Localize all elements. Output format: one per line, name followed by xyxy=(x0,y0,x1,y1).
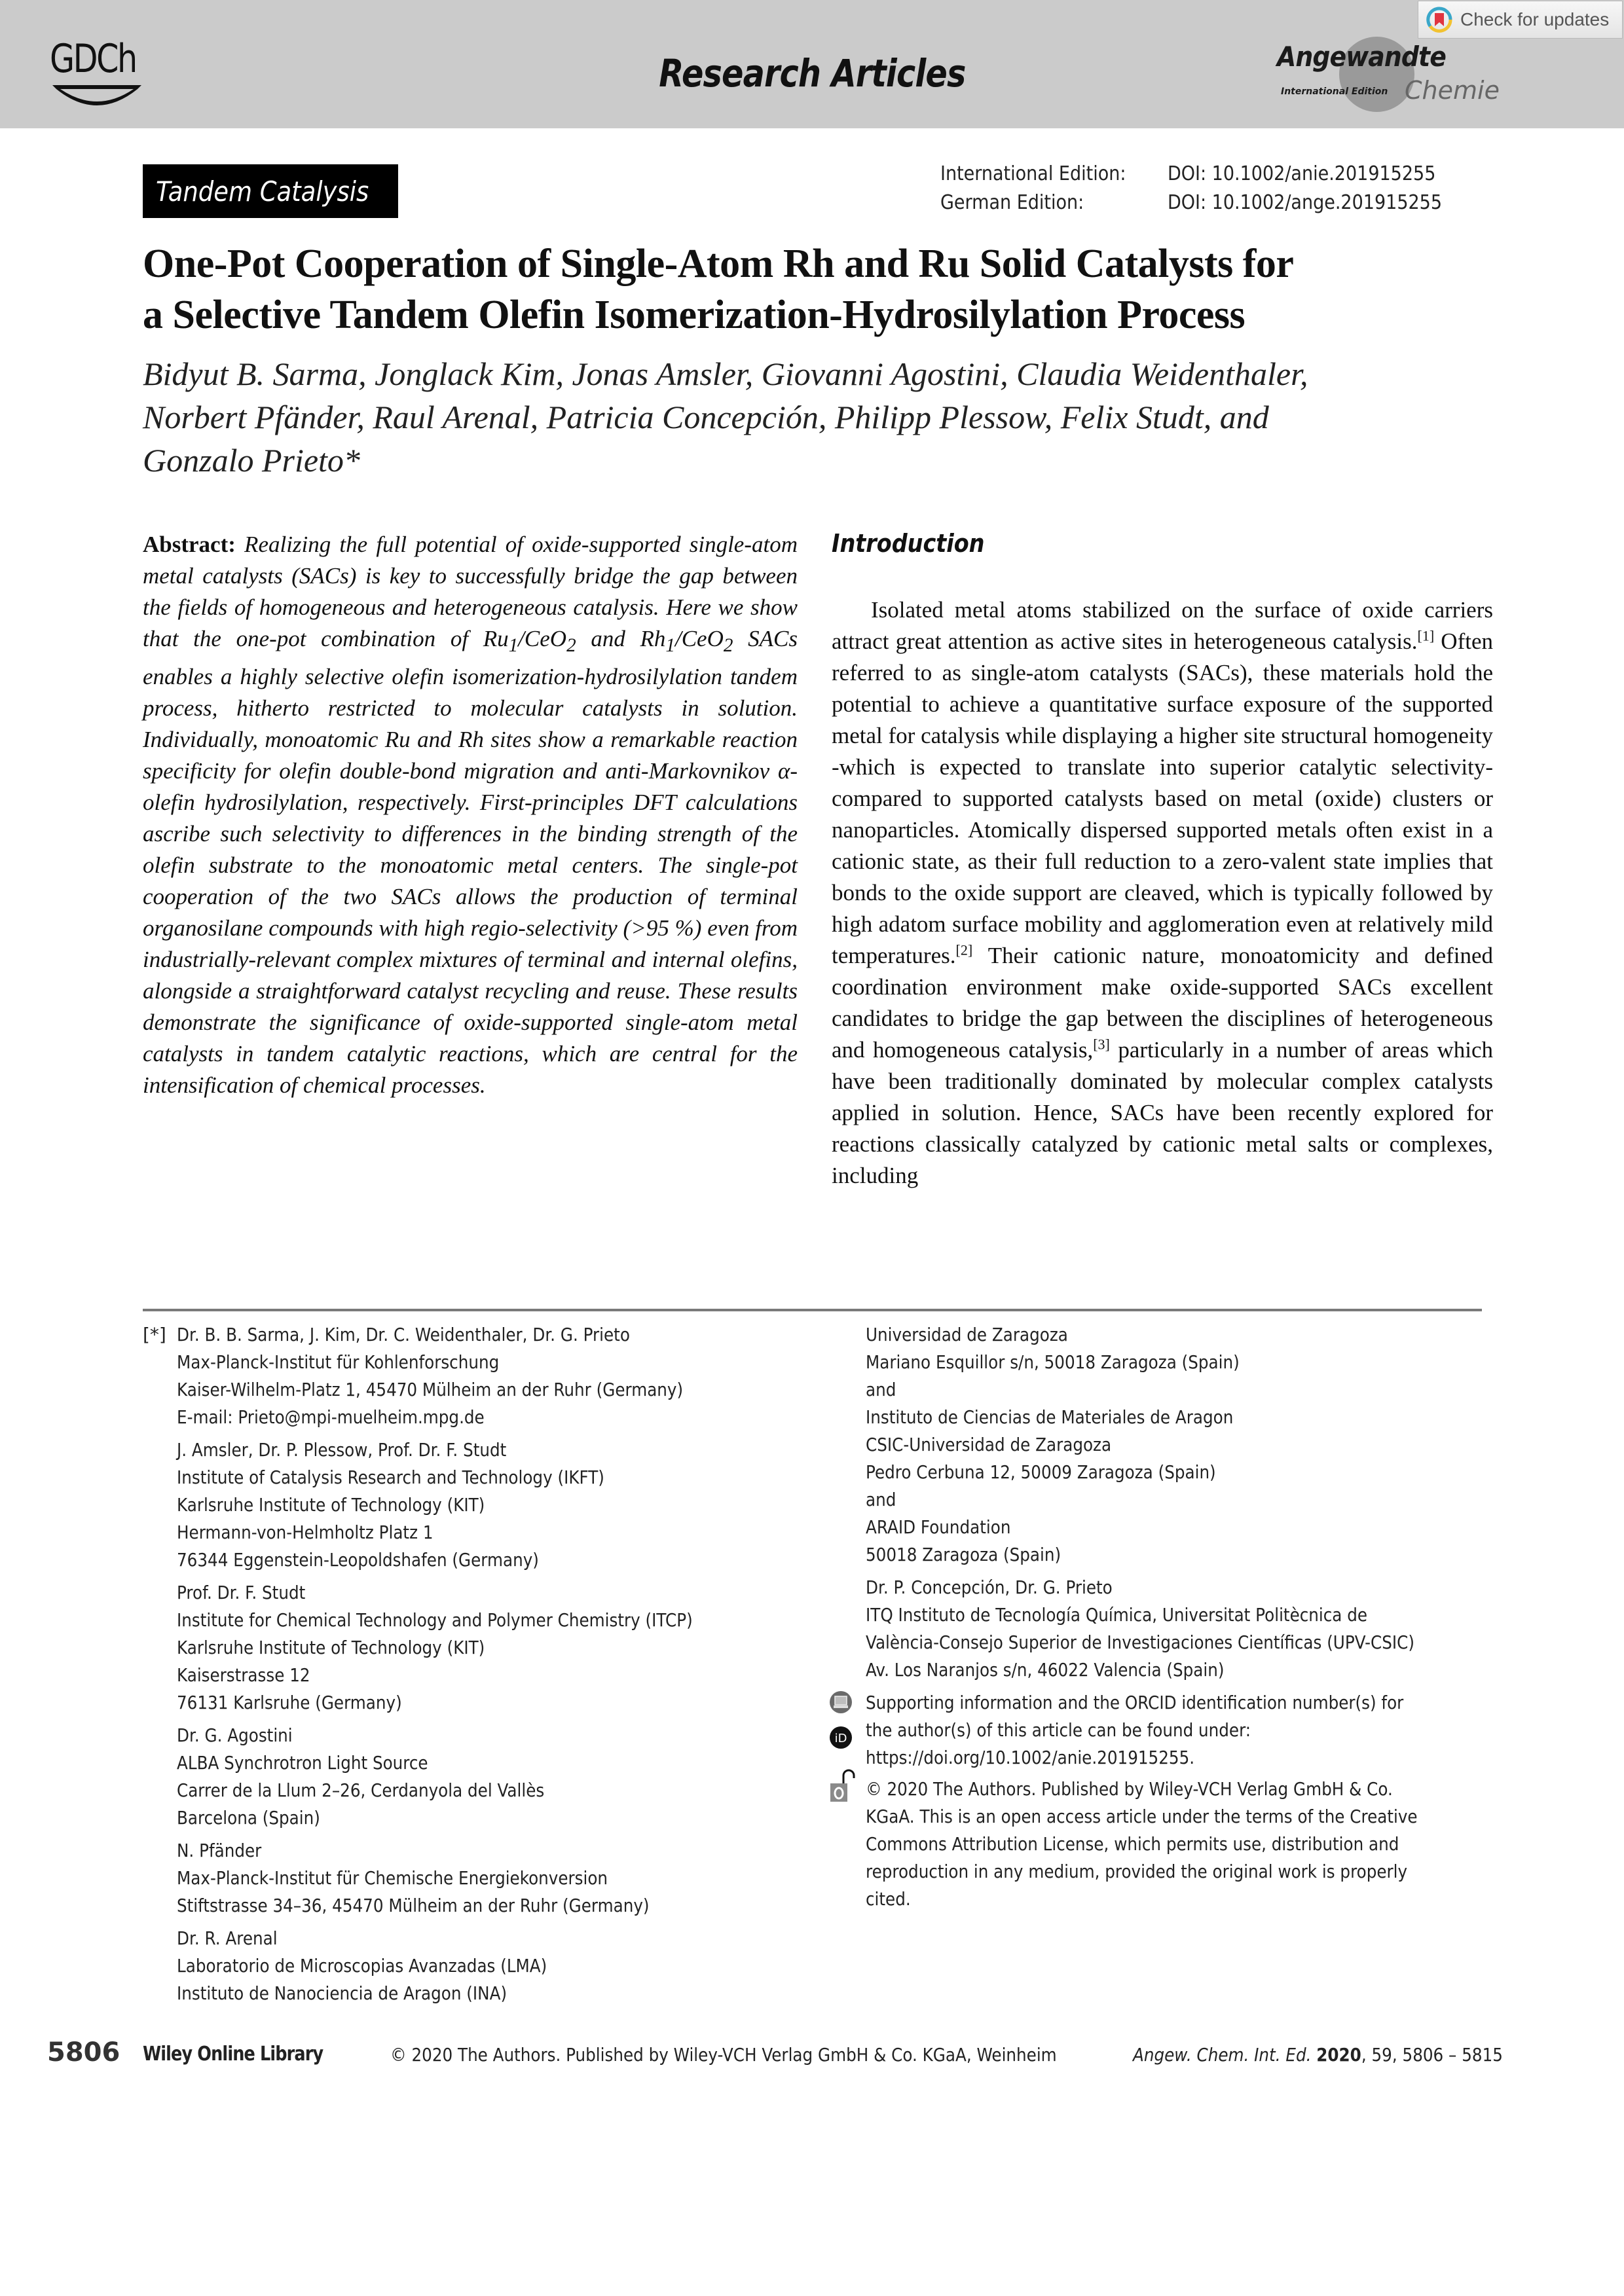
open-access-note: © 2020 The Authors. Published by Wiley-VCH Verlag GmbH & Co. KGaA. This is an open access article under the terms of the Creative Commons Attribution License, which permits use, distribution and reproduction in any medium, provided the original work is properly cited. xyxy=(866,1776,1507,1913)
affiliation-group: Dr. G. Agostini ALBA Synchrotron Light Source Carrer de la Llum 2–26, Cerdanyola del Vallès Barcelona (Spain) xyxy=(177,1724,545,1829)
angewandte-logo-main: Angewandte xyxy=(1277,41,1446,73)
doi-link[interactable]: DOI: 10.1002/anie.201915255 xyxy=(1168,162,1436,185)
gdch-logo-text: GDCh xyxy=(50,36,136,82)
open-access-lock-icon xyxy=(829,1769,855,1803)
supporting-info-note: iD Supporting information and the ORCID identification number(s) for the author(s) of this article can be found under: https://doi.org/10.1002/anie.201915255. xyxy=(866,1689,1507,1772)
footnote-divider xyxy=(143,1309,1482,1311)
citation-ref[interactable]: [2] xyxy=(955,941,973,958)
email-link[interactable]: E-mail: Prieto@mpi-muelheim.mpg.de xyxy=(177,1406,485,1428)
affiliations-right xyxy=(834,1321,1507,1917)
orcid-icon[interactable] xyxy=(829,1726,853,1749)
wiley-online-library-link[interactable]: Wiley Online Library xyxy=(143,2043,323,2066)
affiliations-left xyxy=(143,1321,798,2013)
introduction-text: Isolated metal atoms stabilized on the surface of oxide carriers attract great attention as active sites in heterogeneous catalysis.[1] Often referred to as single-atom catalysts (SACs), these materials hold the potential to achieve a quantitative surface exposure of the supported metal for catalysis while displaying a higher site structural homogeneity -which is expected to translate into superior catalytic selectivity- compared to supported catalysts based on metal (oxide) clusters or nanoparticles. Atomically dispersed supported metals often exist in a cationic state, as their full reduction to a zero-valent state implies that bonds to the oxide support are cleaved, which is typically followed by high adatom surface mobility and agglomeration even at relatively mild temperatures.[2] Their cationic nature, monoatomicity and defined coordination environment make oxide-supported SACs excellent candidates to bridge the gap between the disciplines of heterogeneous and homogeneous catalysis,[3] particularly in a number of areas which have been traditionally dominated by molecular complex catalysts applied in solution. Hence, SACs have been recently explored for reactions classically catalyzed by cationic metal salts or complexes, including xyxy=(832,597,1493,1188)
category-tag: Tandem Catalysis xyxy=(143,164,398,218)
journal-header xyxy=(0,0,1624,128)
computer-icon xyxy=(829,1690,853,1714)
check-for-updates-label: Check for updates xyxy=(1460,9,1610,29)
introduction-heading: Introduction xyxy=(832,529,985,558)
citation-ref[interactable]: [1] xyxy=(1417,627,1435,644)
author-list: Bidyut B. Sarma, Jonglack Kim, Jonas Amsler, Giovanni Agostini, Claudia Weidenthaler, Norbert Pfänder, Raul Arenal, Patricia Concepción, Philipp Plessow, Felix Studt, and Gonzalo Prieto* xyxy=(143,355,1308,479)
citation-ref[interactable]: [3] xyxy=(1093,1036,1110,1053)
doi-row-international: International Edition: DOI: 10.1002/anie.201915255 xyxy=(940,160,1473,189)
article-title: One-Pot Cooperation of Single-Atom Rh and Ru Solid Catalysts for a Selective Tandem Olefin Isomerization-Hydrosilylation Process xyxy=(143,242,1294,337)
abstract-text: Abstract: Realizing the full potential of oxide-supported single-atom metal catalysts (SACs) is key to successfully bridge the gap between the fields of homogeneous and heterogeneous catalysis. Here we show that the one-pot combination of $Ru_1/CeO_2$ and $Rh_1/CeO_2$ SACs enables a highly selective olefin isomerization-hydrosilylation tandem process, hitherto restricted to molecular catalysts in solution. Individually, monoatomic Ru and Rh sites show a remarkable reaction specificity for olefin double-bond migration and anti-Markovnikov α-olefin hydrosilylation, respectively. First-principles DFT calculations ascribe such selectivity to differences in the binding strength of the olefin substrate to the monoatomic metal centers. The single-pot cooperation of the two SACs allows the production of terminal organosilane compounds with high regio-selectivity (>95 %) even from industrially-relevant complex mixtures of terminal and internal olefins, alongside a straightforward catalyst recycling and reuse. These results demonstrate the significance of oxide-supported single-atom metal catalysts in tandem catalytic reactions, which are central for the intensification of chemical processes. xyxy=(143,532,798,1098)
affiliation-group: [*] Dr. B. B. Sarma, J. Kim, Dr. C. Weidenthaler, Dr. G. Prieto Max-Planck-Institut für Kohlenforschung Kaiser-Wilhelm-Platz 1, 45470 Mülheim an der Ruhr (Germany) E-mail: Prieto@mpi-muelheim.mpg.de xyxy=(143,1321,798,1431)
page-footer xyxy=(0,2037,1624,2069)
doi-block xyxy=(940,160,1473,217)
affiliation-group: Prof. Dr. F. Studt Institute for Chemical Technology and Polymer Chemistry (ITCP) Karlsruhe Institute of Technology (KIT) Kaiserstrasse 12 76131 Karlsruhe (Germany) xyxy=(177,1582,693,1713)
section-heading: Research Articles xyxy=(658,51,966,96)
doi-link[interactable]: DOI: 10.1002/ange.201915255 xyxy=(1168,191,1443,214)
doi-row-german: German Edition: DOI: 10.1002/ange.201915255 xyxy=(940,189,1473,217)
abstract-label: Abstract: xyxy=(143,532,236,557)
page-number: 5806 xyxy=(47,2037,120,2068)
svg-text:iD: iD xyxy=(834,1732,847,1745)
introduction-column xyxy=(832,529,1493,1192)
affiliation-group: Dr. P. Concepción, Dr. G. Prieto ITQ Instituto de Tecnología Química, Universitat Politècnica de València-Consejo Superior de Investigaciones Científicas (UPV-CSIC) Av. Los Naranjos s/n, 46022 Valencia (Spain) xyxy=(866,1576,1414,1681)
affiliation-group: Universidad de Zaragoza Mariano Esquillor s/n, 50018 Zaragoza (Spain) and Instituto de Ciencias de Materiales de Aragon CSIC-Universidad de Zaragoza Pedro Cerbuna 12, 50009 Zaragoza (Spain) and ARAID Foundation 50018 Zaragoza (Spain) xyxy=(866,1324,1240,1565)
corresponding-marker: [*] xyxy=(143,1324,166,1345)
abstract-column xyxy=(143,529,798,1101)
crossmark-icon xyxy=(1426,7,1452,33)
angewandte-logo-edition: International Edition xyxy=(1281,86,1388,97)
affiliation-group: Dr. R. Arenal Laboratorio de Microscopias Avanzadas (LMA) Instituto de Nanociencia de Aragon (INA) xyxy=(177,1927,547,2004)
angewandte-logo xyxy=(1277,37,1500,118)
footer-citation: Angew. Chem. Int. Ed. 2020, 59, 5806 – 5815 xyxy=(1133,2044,1503,2066)
angewandte-logo-chemie: Chemie xyxy=(1405,76,1500,105)
supporting-info-link[interactable]: https://doi.org/10.1002/anie.201915255. xyxy=(866,1747,1195,1768)
affiliation-group: J. Amsler, Dr. P. Plessow, Prof. Dr. F. Studt Institute of Catalysis Research and Technology (IKFT) Karlsruhe Institute of Technology (KIT) Hermann-von-Helmholtz Platz 1 76344 Eggenstein-Leopoldshafen (Germany) xyxy=(177,1439,604,1571)
footer-copyright: © 2020 The Authors. Published by Wiley-VCH Verlag GmbH & Co. KGaA, Weinheim xyxy=(390,2044,1057,2066)
affiliation-group: N. Pfänder Max-Planck-Institut für Chemische Energiekonversion Stiftstrasse 34–36, 45470 Mülheim an der Ruhr (Germany) xyxy=(177,1840,650,1916)
check-for-updates-button[interactable] xyxy=(1418,1,1623,39)
